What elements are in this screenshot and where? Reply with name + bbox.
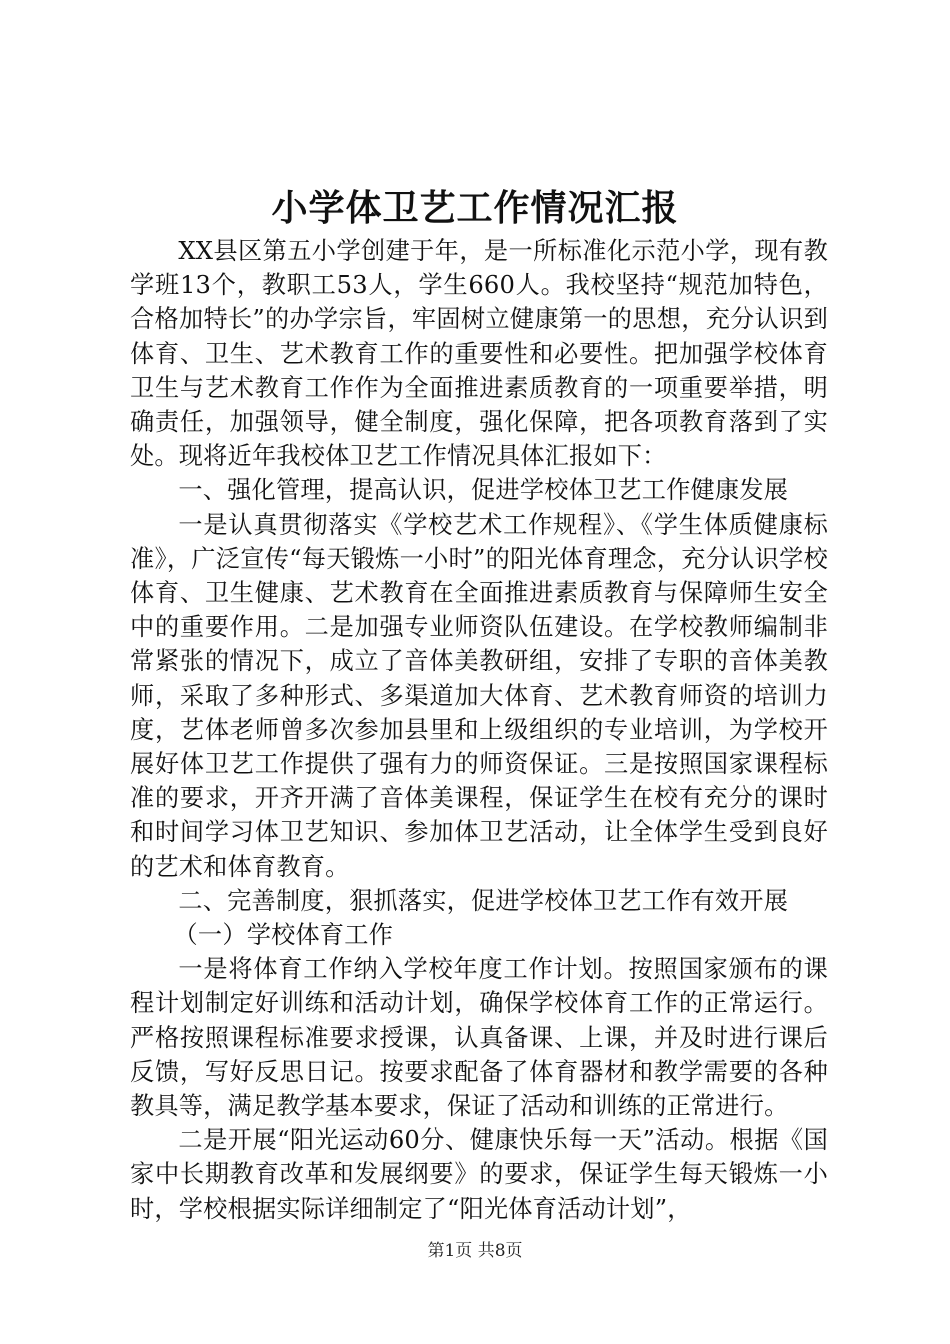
document-title: 小学体卫艺工作情况汇报 (271, 187, 679, 229)
section-1-paragraph: 一是认真贯彻落实《学校艺术工作规程》、《学生体质健康标准》，广泛宣传“每天锻炼一小时”的阳光体育理念，充分认识学校体育、卫生健康、艺术教育在全面推进素质教育与保障师生安全中的重要作用。二是加强专业师资队伍建设。在学校教师编制非常紧张的情况下，成立了音体美教研组，安排了专职的音体美教师，采取了多种形式、多渠道加大体育、艺术教育师资的培训力度，艺体老师曾多次参加县里和上级组织的专业培训，为学校开展好体卫艺工作提供了强有力的师资保证。三是按照国家课程标准的要求，开齐开满了音体美课程，保证学生在校有充分的课时和时间学习体卫艺知识、参加体卫艺活动，让全体学生受到良好的艺术和体育教育。 (130, 510, 828, 881)
pe-paragraph-1: 一是将体育工作纳入学校年度工作计划。按照国家颁布的课程计划制定好训练和活动计划，确保学校体育工作的正常运行。严格按照课程标准要求授课，认真备课、上课，并及时进行课后反馈，写好反思日记。按要求配备了体育器材和教学需要的各种教具等，满足教学基本要求，保证了活动和训练的正常进行。 (130, 955, 828, 1121)
pe-paragraph-2: 二是开展“阳光运动60分、健康快乐每一天”活动。根据《国家中长期教育改革和发展纲要》的要求，保证学生每天锻炼一小时，学校根据实际详细制定了“阳光体育活动计划”， (130, 1126, 828, 1223)
subsection-heading-pe: （一）学校体育工作 (173, 921, 394, 950)
section-heading-1: 一、强化管理，提高认识，促进学校体卫艺工作健康发展 (178, 476, 789, 505)
intro-paragraph: XX县区第五小学创建于年，是一所标准化示范小学，现有教学班13个，教职工53人，学生660人。我校坚持“规范加特色，合格加特长”的办学宗旨，牢固树立健康第一的思想，充分认识到体育、卫生、艺术教育工作的重要性和必要性。把加强学校体育卫生与艺术教育工作作为全面推进素质教育的一项重要举措，明确责任，加强领导，健全制度，强化保障，把各项教育落到了实处。现将近年我校体卫艺工作情况具体汇报如下： (130, 237, 828, 471)
document-body (130, 234, 828, 1226)
page-number-footer: 第1页 共8页 (427, 1241, 523, 1261)
section-heading-2: 二、完善制度，狠抓落实，促进学校体卫艺工作有效开展 (178, 886, 789, 915)
